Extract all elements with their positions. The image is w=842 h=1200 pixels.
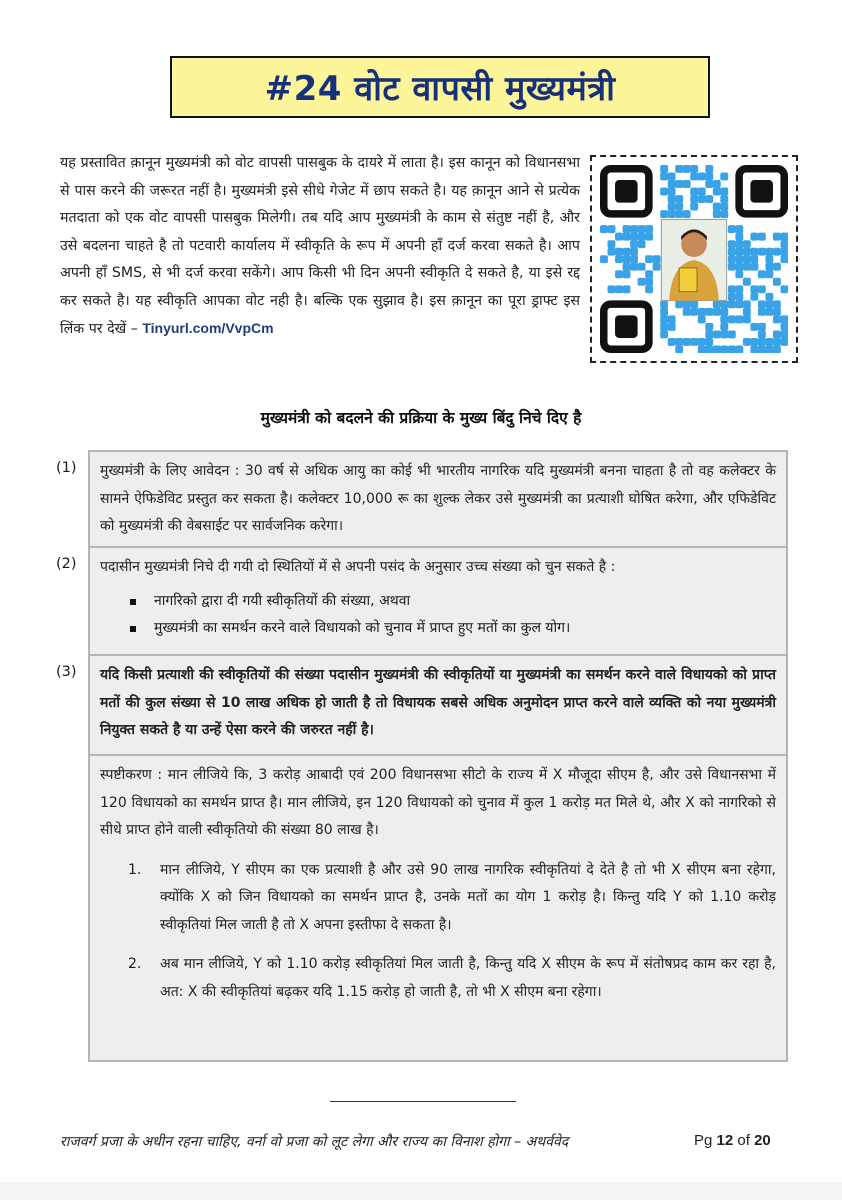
explanation-row	[90, 756, 786, 1062]
explanation-text: स्पष्टीकरण : मान लीजिये कि, 3 करोड़ आबादी एवं 200 विधानसभा सीटो के राज्य में X मौजूदा सीएम है, और उसे विधानसभा में 120 विधायको का समर्थन प्राप्त है। मान लीजिये, इन 120 विधायको को चुनाव में कुल 1 करोड़ मत मिले थे, और X को नागरिको से सीधे प्राप्त होने वाली स्वीकृतियो की संख्या 80 लाख है।	[100, 767, 776, 838]
points-table	[56, 450, 788, 1062]
page-total: 20	[754, 1132, 771, 1149]
point-number: (3)	[56, 664, 77, 680]
page-title: #24 वोट वापसी मुख्यमंत्री	[264, 69, 616, 109]
example-text: अब मान लीजिये, Y को 1.10 करोड़ स्वीकृतियां मिल जाती है, किन्तु यदि X सीएम के रूप में संतोषप्रद काम कर रहा है, अत: X की स्वीकृतियां बढ़कर यदि 1.15 करोड़ हो जाती है, तो भी X सीएम बना रहेगा।	[160, 956, 776, 1000]
title-banner	[170, 56, 710, 118]
page-prefix: Pg	[694, 1132, 713, 1149]
bullet-item	[130, 588, 776, 616]
footer-divider	[330, 1101, 516, 1102]
point-text: यदि किसी प्रत्याशी की स्वीकृतियों की संख्या पदासीन मुख्यमंत्री की स्वीकृतियों या मुख्यमंत्री का समर्थन करने वाले विधायको को प्राप्त मतों की कुल संख्या से 10 लाख अधिक हो जाती है तो विधायक सबसे अधिक अनुमोदन प्राप्त करने वाले व्यक्ति को नया मुख्यमंत्री नियुक्त सकते है या उन्हें ऐसा करने की जरुरत नहीं है।	[100, 667, 776, 738]
page-number	[694, 1132, 771, 1149]
bullet-text: मुख्यमंत्री का समर्थन करने वाले विधायको को चुनाव में प्राप्त हुए मतों का कुल योग।	[154, 620, 571, 636]
point-bullet-list	[100, 588, 776, 643]
page-current: 12	[716, 1132, 734, 1149]
page-of: of	[737, 1132, 750, 1149]
qr-code-icon	[600, 165, 788, 353]
section-heading: मुख्यमंत्री को बदलने की प्रक्रिया के मुख्य बिंदु निचे दिए है	[260, 409, 582, 427]
page-bottom-edge	[0, 1182, 842, 1200]
example-text: मान लीजिये, Y सीएम का एक प्रत्याशी है और उसे 90 लाख नागरिक स्वीकृतियां दे देते है तो भी X सीएम बना रहेगा, क्योंकि X को जिन विधायको का समर्थन प्राप्त है, उनके मतों का योग 1 करोड़ है। किन्तु यदि Y को 1.10 करोड़ स्वीकृतियां मिल जाती है तो X अपना इस्तीफा दे सकता है।	[160, 861, 776, 933]
point-text: मुख्यमंत्री के लिए आवेदन : 30 वर्ष से अधिक आयु का कोई भी भारतीय नागरिक यदि मुख्यमंत्री बनना चाहता है तो वह कलेक्टर के सामने ऐफिडेविट प्रस्तुत कर सकता है। कलेक्टर 10,000 रू का शुल्क लेकर उसे मुख्यमंत्री का प्रत्याशी घोषित करेगा, और एफिडेविट को मुख्यमंत्री की वेबसाईट पर सार्वजनिक करेगा।	[100, 463, 776, 534]
bullet-item	[130, 615, 776, 643]
intro-paragraph	[60, 150, 580, 344]
example-item	[128, 857, 776, 940]
example-number: 2.	[128, 956, 142, 972]
point-text: पदासीन मुख्यमंत्री निचे दी गयी दो स्थितियों में से अपनी पसंद के अनुसार उच्च संख्या को चुन सकते है :	[100, 559, 616, 575]
qr-code	[590, 155, 798, 363]
intro-text: यह प्रस्तावित क़ानून मुख्यमंत्री को वोट वापसी पासबुक के दायरे में लाता है। इस कानून को विधानसभा से पास करने की जरूरत नहीं है। मुख्यमंत्री इसे सीधे गेजेट में छाप सकते है। यह क़ानून आने से प्रत्येक मतदाता को एक वोट वापसी पासबुक मिलेगी। तब यदि आप मुख्यमंत्री के काम से संतुष्ट नहीं है, और उसे बदलना चाहते है तो पटवारी कार्यालय में स्वीकृति के रूप में अपनी हाँ दर्ज करवा सकते है। आप अपनी हाँ SMS, से भी दर्ज करवा सकेंगे। आप किसी भी दिन अपनी स्वीकृति दे सकते है, या इसे रद्द कर सकते है। यह स्वीकृति आपका वोट नही है। बल्कि एक सुझाव है। इस क़ानून का पूरा ड्राफ्ट इस लिंक पर देखें –	[60, 155, 580, 337]
example-list	[100, 857, 776, 1007]
example-item	[128, 951, 776, 1006]
portrait-icon	[661, 219, 726, 300]
point-number: (2)	[56, 556, 77, 572]
footer-quote: राजवर्ग प्रजा के अधीन रहना चाहिए, वर्ना वो प्रजा को लूट लेगा और राज्य का विनाश होगा – अथर्ववेद	[60, 1134, 569, 1150]
draft-link[interactable]: Tinyurl.com/VvpCm	[142, 320, 274, 336]
point-row-3	[56, 656, 786, 756]
bullet-text: नागरिको द्वारा दी गयी स्वीकृतियों की संख्या, अथवा	[154, 592, 411, 609]
point-row-2	[56, 548, 786, 656]
point-number: (1)	[56, 460, 77, 476]
example-number: 1.	[128, 861, 142, 878]
bullet-square-icon	[130, 599, 136, 605]
bullet-square-icon	[130, 626, 136, 632]
point-row-1	[56, 452, 786, 548]
